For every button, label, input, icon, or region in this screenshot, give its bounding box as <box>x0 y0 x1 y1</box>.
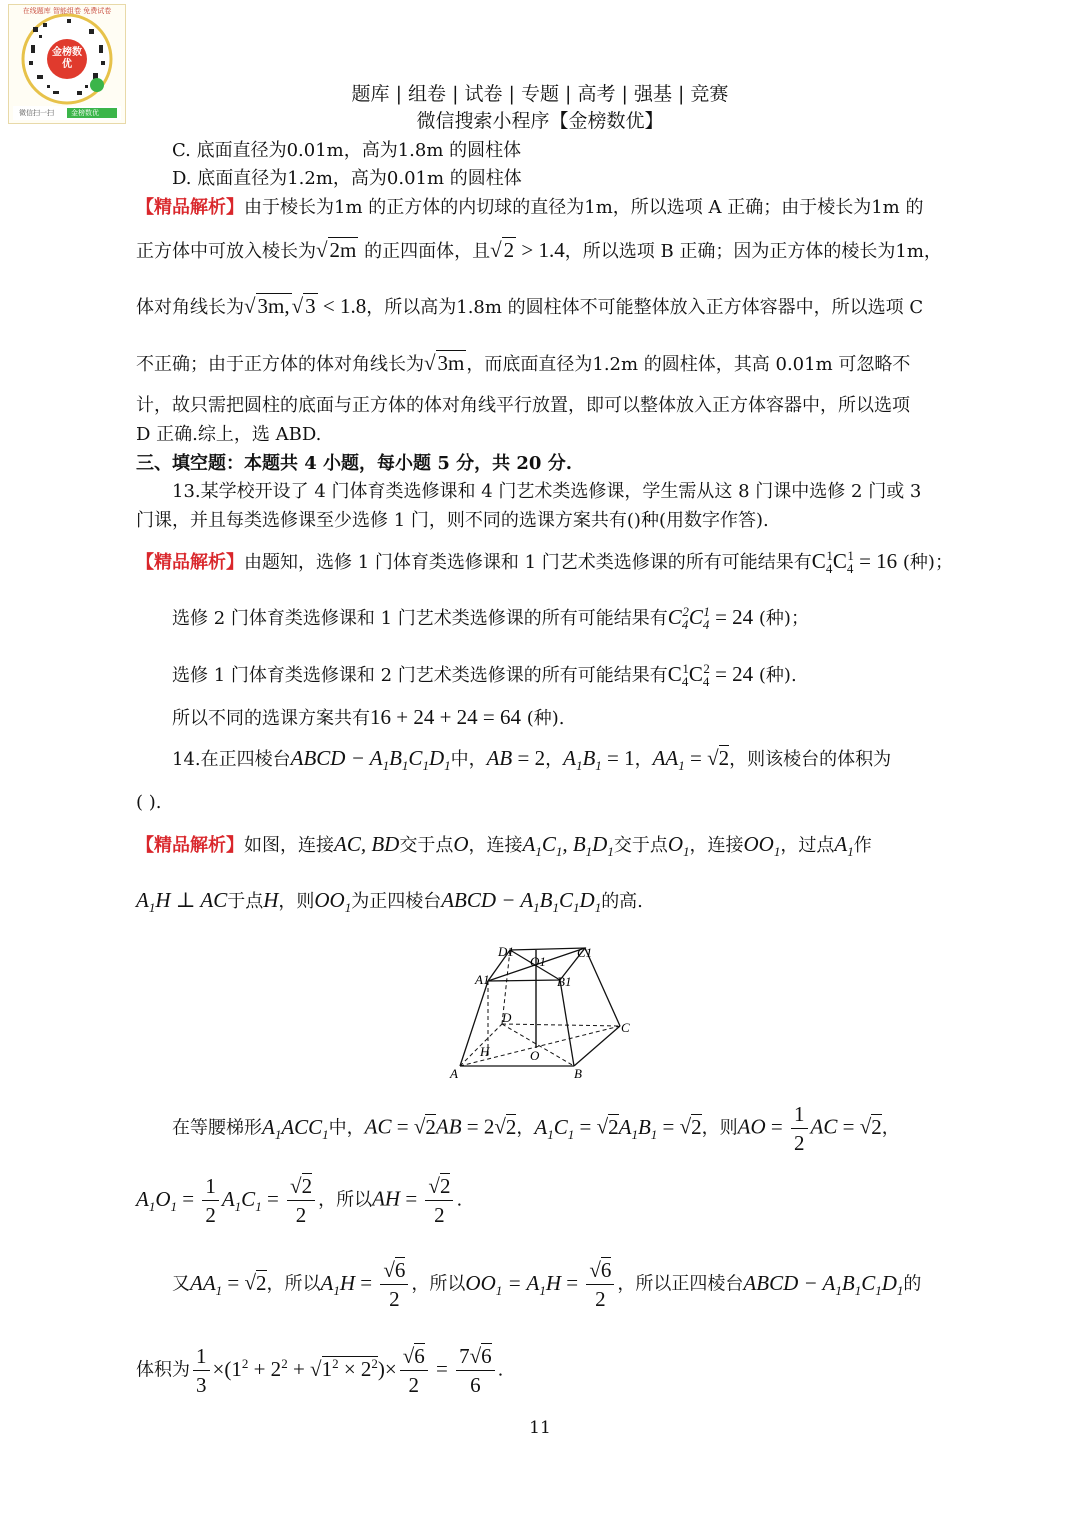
logo-footer-right: 金榜数优 <box>71 109 99 117</box>
q13-solution-line-3: 选修 1 门体育类选修课和 2 门艺术类选修课的所有可能结果有$C_4^1C_4^2 = 24$ (种). <box>172 661 797 690</box>
option-c: C. 底面直径为0.01m，高为1.8m 的圆柱体 <box>172 140 522 161</box>
q13-text-1: 13.某学校开设了 4 门体育类选修课和 4 门艺术类选修课，学生需从这 8 门课中选修 2 门或 3 <box>172 481 922 502</box>
header-nav[interactable]: 题库 | 组卷 | 试卷 | 专题 | 高考 | 强基 | 竞赛 <box>351 83 729 105</box>
logo-ring-text: 在线题库 智能组卷 免费试卷 <box>22 7 112 15</box>
svg-text:O: O <box>530 1048 540 1063</box>
option-d: D. 底面直径为1.2m，高为0.01m 的圆柱体 <box>172 168 522 189</box>
edge-dc <box>502 1024 620 1026</box>
solution-tag: 【精品解析】 <box>136 197 244 218</box>
q14-solution-line-1: 【精品解析】如图，连接AC, BD交于点O，连接$A_1C_1$, $B_1D_1$交于点$O_1$，连接$OO_1$，过点$A_1$作 <box>136 832 872 860</box>
section-3-heading: 三、填空题：本题共 4 小题，每小题 5 分，共 20 分. <box>136 453 572 474</box>
svg-text:A1: A1 <box>475 972 490 987</box>
q13-text-2: 门课，并且每类选修课至少选修 1 门，则不同的选课方案共有()种(用数字作答). <box>136 510 769 531</box>
svg-text:A: A <box>450 1066 458 1081</box>
q13-solution-line-2: 选修 2 门体育类选修课和 1 门艺术类选修课的所有可能结果有$C_4^2C_4^1 = 24$ (种)； <box>172 604 809 633</box>
q14-solution-line-6: 体积为 $\frac{1}{3}$ $\times(1^2 + 2^2 + √1^2 \times 2^2)\times$ $\frac{√6}{2}$ = $\frac{7√6}{6}$ . <box>136 1344 504 1397</box>
svg-text:B: B <box>574 1066 582 1081</box>
q14-text-1: 14.在正四棱台ABCD − $A_1B_1C_1D_1$中，AB = 2，$A_1B_1 = 1$，$AA_1 = √2$，则该棱台的体积为 <box>172 746 892 774</box>
svg-text:D1: D1 <box>498 944 514 959</box>
svg-text:C1: C1 <box>577 945 593 960</box>
header-subtitle: 微信搜索小程序【金榜数优】 <box>416 110 664 132</box>
q12-solution-line-6: D 正确.综上，选 ABD. <box>136 424 322 445</box>
svg-text:C: C <box>621 1020 630 1035</box>
frustum-figure <box>440 938 640 1084</box>
q12-solution-line-5: 计，故只需把圆柱的底面与正方体的体对角线平行放置，即可以整体放入正方体容器中，所以选项 <box>136 395 910 416</box>
edge-bb1 <box>560 980 574 1066</box>
q14-text-2: ( ). <box>136 792 162 813</box>
q14-solution-line-2: $A_1H$ ⊥ AC于点H，则$OO_1$为正四棱台ABCD − $A_1B_1C_1D_1$的高. <box>136 888 643 916</box>
page-number: 11 <box>529 1418 551 1438</box>
svg-text:O1: O1 <box>530 954 546 969</box>
q14-solution-line-4: $A_1O_1$ = $\frac{1}{2}$ $A_1C_1$ = $\frac{√2}{2}$ ，所以AH = $\frac{√2}{2}$ . <box>136 1174 463 1227</box>
q12-solution-line-3: 体对角线长为√3m,√3 < 1.8，所以高为1.8m 的圆柱体不可能整体放入正方体容器中，所以选项 C <box>136 294 924 318</box>
logo-center-text: 金榜数优 <box>52 47 82 70</box>
q14-solution-line-5: 又$AA_1 = √2$，所以$A_1H$ = $\frac{√6}{2}$ ，所以$OO_1 = A_1H$ = $\frac{√6}{2}$ ，所以正四棱台ABCD − $A_1B_1C_1D_1$的 <box>172 1258 922 1311</box>
q13-solution-line-1: 【精品解析】由题知，选修 1 门体育类选修课和 1 门艺术类选修课的所有可能结果有$C_4^1C_4^1 = 16$ (种)； <box>136 548 953 577</box>
q12-solution-line-2: 正方体中可放入棱长为√2m 的正四面体，且√2 > 1.4，所以选项 B 正确；因为正方体的棱长为1m， <box>136 238 942 262</box>
svg-text:B1: B1 <box>557 974 572 989</box>
logo-footer-left: 微信扫一扫 <box>19 109 54 117</box>
svg-text:D: D <box>502 1010 512 1025</box>
q12-solution-line-1: 【精品解析】由于棱长为1m 的正方体的内切球的直径为1m，所以选项 A 正确；由于棱长为1m 的 <box>136 197 924 218</box>
q14-solution-line-3: 在等腰梯形$A_1ACC_1$中，AC = √2AB = 2√2，$A_1C_1 = √2A_1B_1 = √2$，则AO = $\frac{1}{2}$ AC = √2， <box>172 1102 900 1155</box>
frustum-diagram <box>440 938 640 1084</box>
q13-solution-line-4: 所以不同的选课方案共有16 + 24 + 24 = 64 (种). <box>172 705 565 729</box>
logo-qr-badge[interactable] <box>8 4 126 124</box>
svg-text:H: H <box>480 1044 490 1059</box>
q12-solution-line-4: 不正确；由于正方体的体对角线长为√3m ，而底面直径为1.2m 的圆柱体，其高 0.01m 可忽略不 <box>136 351 911 375</box>
